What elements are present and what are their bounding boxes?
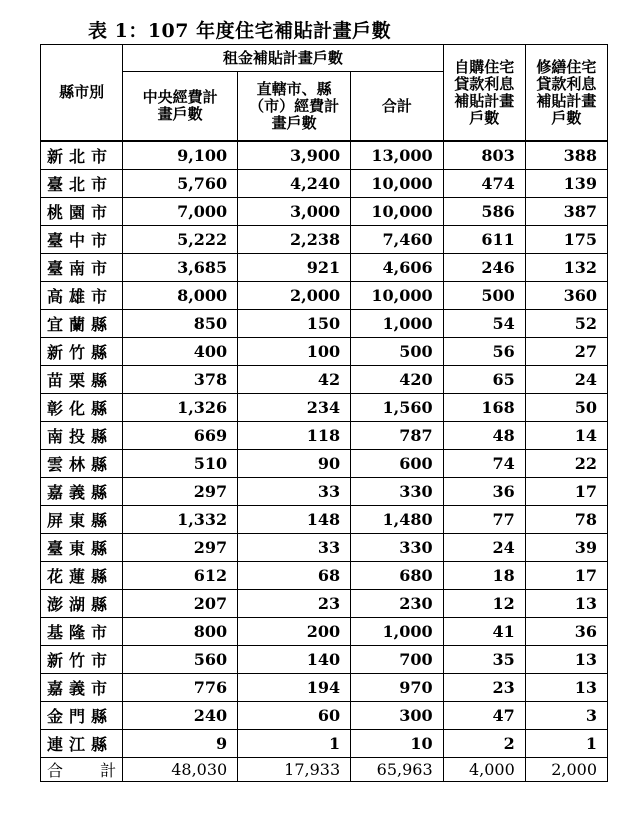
header-purchase: 自購住宅 貸款利息 補貼計畫 戶數	[443, 45, 525, 142]
local-count: 3,900	[238, 141, 351, 170]
subtotal-count: 700	[351, 646, 443, 674]
subtotal-count: 787	[351, 422, 443, 450]
table-row	[41, 198, 608, 226]
repair-count: 132	[525, 254, 607, 282]
county-name: 臺南市	[41, 254, 123, 282]
header-repair: 修繕住宅 貸款利息 補貼計畫 戶數	[525, 45, 607, 142]
county-name: 新竹縣	[41, 338, 123, 366]
local-count: 194	[238, 674, 351, 702]
purchase-count: 47	[443, 702, 525, 730]
repair-count: 387	[525, 198, 607, 226]
central-count: 850	[123, 310, 238, 338]
county-name: 南投縣	[41, 422, 123, 450]
table-row	[41, 506, 608, 534]
total-label: 合 計	[41, 758, 123, 782]
central-count: 3,685	[123, 254, 238, 282]
purchase-count: 803	[443, 141, 525, 170]
county-name: 臺中市	[41, 226, 123, 254]
subtotal-count: 13,000	[351, 141, 443, 170]
local-count: 234	[238, 394, 351, 422]
central-count: 776	[123, 674, 238, 702]
repair-count: 39	[525, 534, 607, 562]
county-name: 臺東縣	[41, 534, 123, 562]
subtotal-count: 970	[351, 674, 443, 702]
local-count: 100	[238, 338, 351, 366]
purchase-count: 246	[443, 254, 525, 282]
repair-count: 17	[525, 478, 607, 506]
purchase-count: 65	[443, 366, 525, 394]
local-count: 148	[238, 506, 351, 534]
county-name: 花蓮縣	[41, 562, 123, 590]
county-name: 金門縣	[41, 702, 123, 730]
local-count: 140	[238, 646, 351, 674]
table-row	[41, 730, 608, 758]
local-count: 90	[238, 450, 351, 478]
purchase-count: 56	[443, 338, 525, 366]
central-count: 8,000	[123, 282, 238, 310]
purchase-count: 474	[443, 170, 525, 198]
central-count: 1,326	[123, 394, 238, 422]
header-subtotal: 合計	[351, 72, 443, 142]
table-row	[41, 366, 608, 394]
county-name: 屏東縣	[41, 506, 123, 534]
purchase-count: 500	[443, 282, 525, 310]
local-count: 2,000	[238, 282, 351, 310]
repair-count: 27	[525, 338, 607, 366]
purchase-count: 168	[443, 394, 525, 422]
county-name: 臺北市	[41, 170, 123, 198]
total-central: 48,030	[123, 758, 238, 782]
central-count: 297	[123, 478, 238, 506]
central-count: 240	[123, 702, 238, 730]
repair-count: 50	[525, 394, 607, 422]
subtotal-count: 10,000	[351, 170, 443, 198]
central-count: 1,332	[123, 506, 238, 534]
table-row	[41, 310, 608, 338]
county-name: 苗栗縣	[41, 366, 123, 394]
central-count: 400	[123, 338, 238, 366]
purchase-count: 23	[443, 674, 525, 702]
central-count: 510	[123, 450, 238, 478]
local-count: 921	[238, 254, 351, 282]
repair-count: 17	[525, 562, 607, 590]
local-count: 33	[238, 478, 351, 506]
repair-count: 78	[525, 506, 607, 534]
table-row	[41, 562, 608, 590]
housing-subsidy-table	[40, 44, 608, 782]
purchase-count: 48	[443, 422, 525, 450]
repair-count: 388	[525, 141, 607, 170]
table-row	[41, 282, 608, 310]
county-name: 雲林縣	[41, 450, 123, 478]
purchase-count: 586	[443, 198, 525, 226]
purchase-count: 18	[443, 562, 525, 590]
purchase-count: 611	[443, 226, 525, 254]
county-name: 宜蘭縣	[41, 310, 123, 338]
local-count: 1	[238, 730, 351, 758]
purchase-count: 41	[443, 618, 525, 646]
county-name: 嘉義縣	[41, 478, 123, 506]
local-count: 118	[238, 422, 351, 450]
central-count: 207	[123, 590, 238, 618]
subtotal-count: 420	[351, 366, 443, 394]
county-name: 高雄市	[41, 282, 123, 310]
purchase-count: 12	[443, 590, 525, 618]
table-row	[41, 674, 608, 702]
table-row	[41, 170, 608, 198]
county-name: 嘉義市	[41, 674, 123, 702]
table-row	[41, 254, 608, 282]
central-count: 297	[123, 534, 238, 562]
central-count: 560	[123, 646, 238, 674]
table-row	[41, 702, 608, 730]
header-county: 縣市別	[41, 45, 123, 142]
page-title: 表 1：107 年度住宅補貼計畫戶數	[88, 20, 392, 42]
table-row	[41, 394, 608, 422]
purchase-count: 2	[443, 730, 525, 758]
central-count: 378	[123, 366, 238, 394]
table-row	[41, 590, 608, 618]
central-count: 800	[123, 618, 238, 646]
local-count: 150	[238, 310, 351, 338]
subtotal-count: 10,000	[351, 198, 443, 226]
local-count: 60	[238, 702, 351, 730]
central-count: 669	[123, 422, 238, 450]
county-name: 基隆市	[41, 618, 123, 646]
county-name: 連江縣	[41, 730, 123, 758]
repair-count: 14	[525, 422, 607, 450]
central-count: 7,000	[123, 198, 238, 226]
table-row	[41, 618, 608, 646]
total-row	[41, 758, 608, 782]
repair-count: 13	[525, 590, 607, 618]
local-count: 68	[238, 562, 351, 590]
repair-count: 175	[525, 226, 607, 254]
table-row	[41, 450, 608, 478]
table-row	[41, 478, 608, 506]
county-name: 新竹市	[41, 646, 123, 674]
repair-count: 22	[525, 450, 607, 478]
central-count: 612	[123, 562, 238, 590]
total-purchase: 4,000	[443, 758, 525, 782]
subtotal-count: 1,000	[351, 310, 443, 338]
repair-count: 3	[525, 702, 607, 730]
local-count: 200	[238, 618, 351, 646]
subtotal-count: 500	[351, 338, 443, 366]
subtotal-count: 1,000	[351, 618, 443, 646]
total-subtotal: 65,963	[351, 758, 443, 782]
local-count: 3,000	[238, 198, 351, 226]
table-body	[41, 141, 608, 758]
local-count: 23	[238, 590, 351, 618]
header-central: 中央經費計 畫戶數	[123, 72, 238, 142]
header-local: 直轄市、縣 （市）經費計 畫戶數	[238, 72, 351, 142]
table-row	[41, 422, 608, 450]
repair-count: 360	[525, 282, 607, 310]
repair-count: 13	[525, 674, 607, 702]
purchase-count: 35	[443, 646, 525, 674]
central-count: 9	[123, 730, 238, 758]
table-row	[41, 226, 608, 254]
subtotal-count: 10,000	[351, 282, 443, 310]
central-count: 5,222	[123, 226, 238, 254]
table-row	[41, 534, 608, 562]
subtotal-count: 300	[351, 702, 443, 730]
subtotal-count: 330	[351, 534, 443, 562]
subtotal-count: 680	[351, 562, 443, 590]
subtotal-count: 330	[351, 478, 443, 506]
local-count: 33	[238, 534, 351, 562]
purchase-count: 54	[443, 310, 525, 338]
subtotal-count: 10	[351, 730, 443, 758]
subtotal-count: 230	[351, 590, 443, 618]
subtotal-count: 7,460	[351, 226, 443, 254]
purchase-count: 77	[443, 506, 525, 534]
county-name: 桃園市	[41, 198, 123, 226]
table-row	[41, 141, 608, 170]
repair-count: 52	[525, 310, 607, 338]
local-count: 4,240	[238, 170, 351, 198]
subtotal-count: 1,560	[351, 394, 443, 422]
subtotal-count: 4,606	[351, 254, 443, 282]
subtotal-count: 1,480	[351, 506, 443, 534]
total-repair: 2,000	[525, 758, 607, 782]
county-name: 新北市	[41, 141, 123, 170]
repair-count: 36	[525, 618, 607, 646]
purchase-count: 74	[443, 450, 525, 478]
repair-count: 139	[525, 170, 607, 198]
purchase-count: 24	[443, 534, 525, 562]
county-name: 澎湖縣	[41, 590, 123, 618]
repair-count: 13	[525, 646, 607, 674]
purchase-count: 36	[443, 478, 525, 506]
local-count: 2,238	[238, 226, 351, 254]
county-name: 彰化縣	[41, 394, 123, 422]
table-row	[41, 338, 608, 366]
central-count: 5,760	[123, 170, 238, 198]
central-count: 9,100	[123, 141, 238, 170]
subtotal-count: 600	[351, 450, 443, 478]
repair-count: 24	[525, 366, 607, 394]
table-row	[41, 646, 608, 674]
local-count: 42	[238, 366, 351, 394]
total-local: 17,933	[238, 758, 351, 782]
header-rent-group: 租金補貼計畫戶數	[123, 45, 443, 72]
repair-count: 1	[525, 730, 607, 758]
